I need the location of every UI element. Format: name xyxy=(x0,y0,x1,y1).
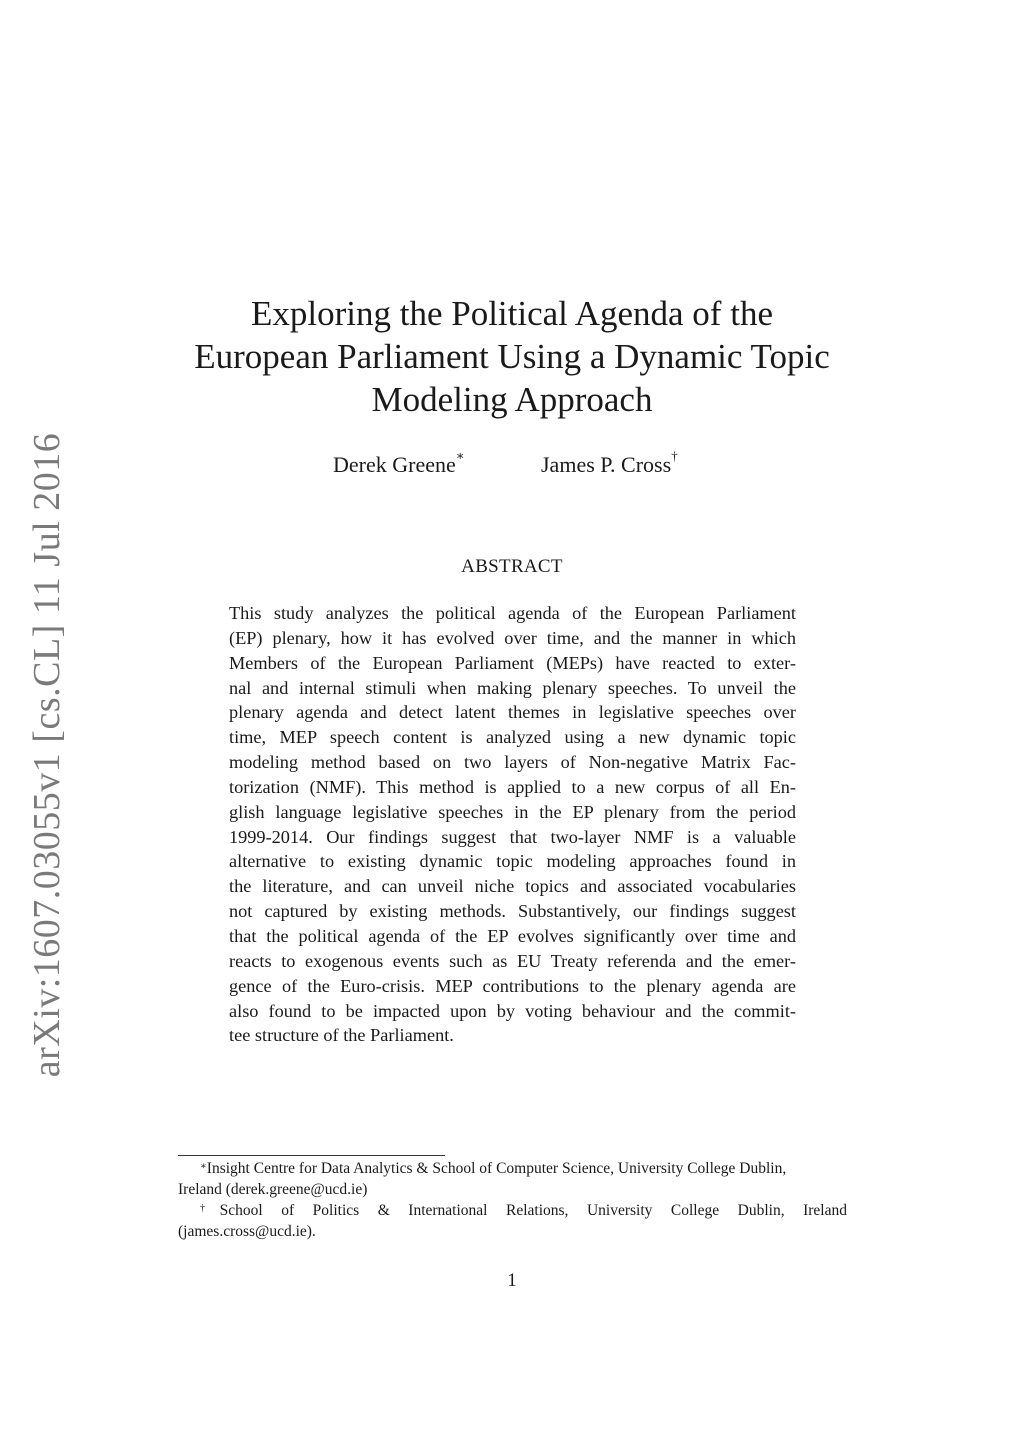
footnote-line: Ireland (derek.greene@ucd.ie) xyxy=(178,1181,368,1198)
footnote-line: (james.cross@ucd.ie). xyxy=(178,1223,316,1240)
abstract-line: alternative to existing dynamic topic modeling approaches found in xyxy=(229,851,796,872)
abstract-line: reacts to exogenous events such as EU Treaty referenda and the emer- xyxy=(229,950,796,971)
title-line: European Parliament Using a Dynamic Topic xyxy=(194,337,830,376)
abstract-body xyxy=(229,601,796,1048)
arxiv-identifier: arXiv:1607.03055v1 [cs.CL] 11 Jul 2016 xyxy=(26,432,68,1078)
abstract-line: nal and internal stimuli when making plenary speeches. To unveil the xyxy=(229,677,796,698)
paper-title xyxy=(150,292,874,421)
abstract-line: the literature, and can unveil niche topics and associated vocabularies xyxy=(229,876,796,897)
abstract-line: that the political agenda of the EP evolves significantly over time and xyxy=(229,925,796,946)
page-number: 1 xyxy=(507,1270,517,1291)
abstract-line: 1999-2014. Our findings suggest that two-layer NMF is a valuable xyxy=(229,826,796,847)
footnote-text: Insight Centre for Data Analytics & School of Computer Science, University College Dublin, xyxy=(206,1160,787,1177)
abstract-line: gence of the Euro-crisis. MEP contributions to the plenary agenda are xyxy=(229,975,796,996)
abstract-line: plenary agenda and detect latent themes in legislative speeches over xyxy=(229,702,796,723)
footnote-mark: † xyxy=(200,1203,220,1214)
title-line: Exploring the Political Agenda of the xyxy=(251,294,773,333)
abstract-line: torization (NMF). This method is applied to a new corpus of all En- xyxy=(229,776,796,797)
footnote-text: School of Politics & International Relations, University College Dublin, Ireland xyxy=(219,1202,847,1219)
abstract-line: tee structure of the Parliament. xyxy=(229,1025,454,1046)
author-footnote-mark: ∗ xyxy=(455,448,465,463)
abstract-line: This study analyzes the political agenda of the European Parliament xyxy=(229,603,796,623)
footnote-mark: ∗ xyxy=(200,1161,207,1172)
author-footnote-mark: † xyxy=(671,448,678,463)
abstract-line: not captured by existing methods. Substantively, our findings suggest xyxy=(229,901,796,922)
abstract-heading: ABSTRACT xyxy=(461,556,563,577)
title-line: Modeling Approach xyxy=(371,380,653,419)
author-name: James P. Cross xyxy=(541,452,672,477)
author-name: Derek Greene xyxy=(333,452,456,477)
footnote-line xyxy=(178,1158,847,1179)
abstract-line: glish language legislative speeches in the EP plenary from the period xyxy=(229,801,796,822)
author-cross xyxy=(541,448,678,478)
abstract-line: (EP) plenary, how it has evolved over time, and the manner in which xyxy=(229,627,796,648)
footnote-rule xyxy=(178,1155,445,1156)
abstract-line: modeling method based on two layers of Non-negative Matrix Fac- xyxy=(229,752,796,773)
footnote-line xyxy=(178,1200,847,1221)
author-greene xyxy=(333,448,465,478)
footnotes xyxy=(178,1158,847,1242)
abstract-line: time, MEP speech content is analyzed using a new dynamic topic xyxy=(229,727,796,748)
abstract-line: Members of the European Parliament (MEPs) have reacted to exter- xyxy=(229,652,796,673)
abstract-line: also found to be impacted upon by voting behaviour and the commit- xyxy=(229,1000,796,1021)
